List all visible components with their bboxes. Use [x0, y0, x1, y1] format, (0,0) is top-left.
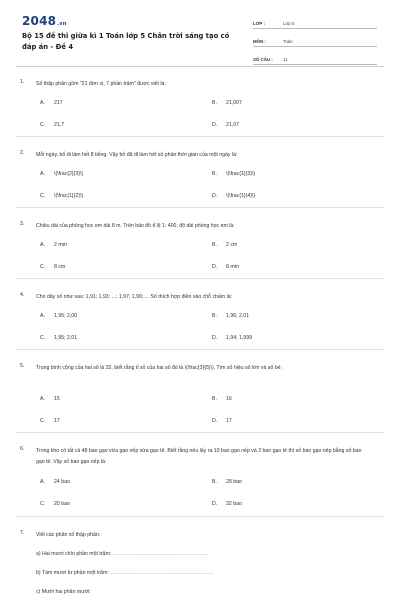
question-4 — [16, 279, 384, 350]
question-7 — [16, 517, 384, 607]
question-1 — [16, 66, 384, 137]
document-header — [0, 0, 400, 62]
option-b[interactable]: B. 28 bao — [212, 479, 242, 485]
option-d[interactable]: D. 21,07 — [212, 122, 239, 128]
document-meta — [253, 13, 377, 67]
question-number: 5. — [20, 363, 25, 369]
fill-in-item-a[interactable]: a) Hai mươi chín phần một trăm: .......................................................... — [36, 551, 208, 557]
meta-value: Toán — [283, 39, 293, 44]
meta-key: LỚP : — [253, 21, 265, 26]
option-d[interactable]: D. \(\frac{1}{4}\) — [212, 193, 256, 199]
option-a[interactable]: A. 24 bao — [40, 479, 70, 485]
option-c[interactable]: C. 17 — [40, 418, 60, 424]
option-a[interactable]: A. 217 — [40, 100, 63, 106]
meta-row-subject — [253, 31, 377, 47]
option-b[interactable]: B. 1,96; 2,01 — [212, 313, 250, 319]
meta-key: MÔN : — [253, 39, 266, 44]
option-d[interactable]: D. 1,94; 1,999 — [212, 335, 252, 341]
question-text: Chiều dài của phòng học em dài 8 m. Trên bản đồ tỉ lệ 1: 400, độ dài phòng học em là: — [36, 223, 235, 229]
question-number: 4. — [20, 292, 25, 298]
question-2 — [16, 137, 384, 208]
question-3 — [16, 208, 384, 279]
question-number: 2. — [20, 150, 25, 156]
question-6 — [16, 433, 384, 517]
option-b[interactable]: B. \(\frac{1}{3}\) — [212, 171, 256, 177]
meta-row-grade — [253, 13, 377, 29]
meta-key: SỐ CÂU : — [253, 57, 273, 62]
meta-value: 11 — [283, 57, 288, 62]
question-text: Số thập phân gồm "21 đơn vị, 7 phần trăm" được viết là: — [36, 81, 166, 87]
question-list — [0, 66, 400, 607]
fill-in-item-b[interactable]: b) Tám mươi tư phần một trăm: ............................................................... — [36, 570, 214, 576]
option-c[interactable]: C. \(\frac{1}{2}\) — [40, 193, 84, 199]
option-a[interactable]: A. 15 — [40, 396, 60, 402]
question-text: Trong kho có tất cả 48 bao gạo vừa gạo nếp vừa gạo tẻ. Biết rằng nếu lấy ra 10 bao gạo nếp và 2 bao gạo tẻ thì số bao gạo nếp bằng số bao gạo tẻ. Vậy số bao gạo nếp là: — [36, 448, 362, 465]
question-number: 1. — [20, 79, 25, 85]
question-number: 7. — [20, 530, 25, 536]
question-text: Viết các phân số thập phân: — [36, 532, 101, 538]
option-d[interactable]: D. 8 mm — [212, 264, 239, 270]
option-d[interactable]: D. 17 — [212, 418, 232, 424]
option-c[interactable]: C. 20 bao — [40, 501, 70, 507]
option-b[interactable]: B. 21,007 — [212, 100, 242, 106]
question-text: Trung bình cộng của hai số là 32, biết rằng tỉ số của hai số đó là \(\frac{3}{5}\). Tìm số hiệu số lớn và số bé: — [36, 365, 282, 371]
option-b[interactable]: B. 2 cm — [212, 242, 238, 248]
answer-blank[interactable]: .......................................................... — [112, 551, 208, 557]
question-number: 6. — [20, 446, 25, 452]
question-5 — [16, 350, 384, 433]
option-c[interactable]: C. 8 cm — [40, 264, 66, 270]
option-a[interactable]: A. 2 mm — [40, 242, 67, 248]
option-a[interactable]: A. \(\frac{2}{3}\) — [40, 171, 84, 177]
question-text: Cho dãy số như sau: 1,91; 1,93; ...; 1,97; 1,99;.... Số thích hợp điền vào chỗ chấm là: — [36, 294, 233, 300]
question-number: 3. — [20, 221, 25, 227]
fill-in-item-c[interactable]: c) Mười hai phần mười: — [36, 589, 91, 595]
document-title: Bộ 15 đề thi giữa kì 1 Toán lớp 5 Chân trời sáng tạo có đáp án - Đề 4 — [22, 32, 230, 51]
option-d[interactable]: D. 32 bao — [212, 501, 242, 507]
question-text: Mỗi ngày, bố đi làm hết 8 tiếng. Vậy bố đã đi làm hết số phần thời gian của một ngày là: — [36, 152, 238, 158]
option-c[interactable]: C. 21,7 — [40, 122, 65, 128]
option-a[interactable]: A. 1,95; 2,00 — [40, 313, 78, 319]
site-logo[interactable]: 2048.vn — [22, 14, 67, 28]
option-b[interactable]: B. 16 — [212, 396, 232, 402]
meta-value: Lớp 5 — [283, 21, 295, 26]
answer-blank[interactable]: ............................................................... — [110, 570, 214, 576]
option-c[interactable]: C. 1,95; 2,01 — [40, 335, 78, 341]
meta-row-question-count — [253, 49, 377, 65]
